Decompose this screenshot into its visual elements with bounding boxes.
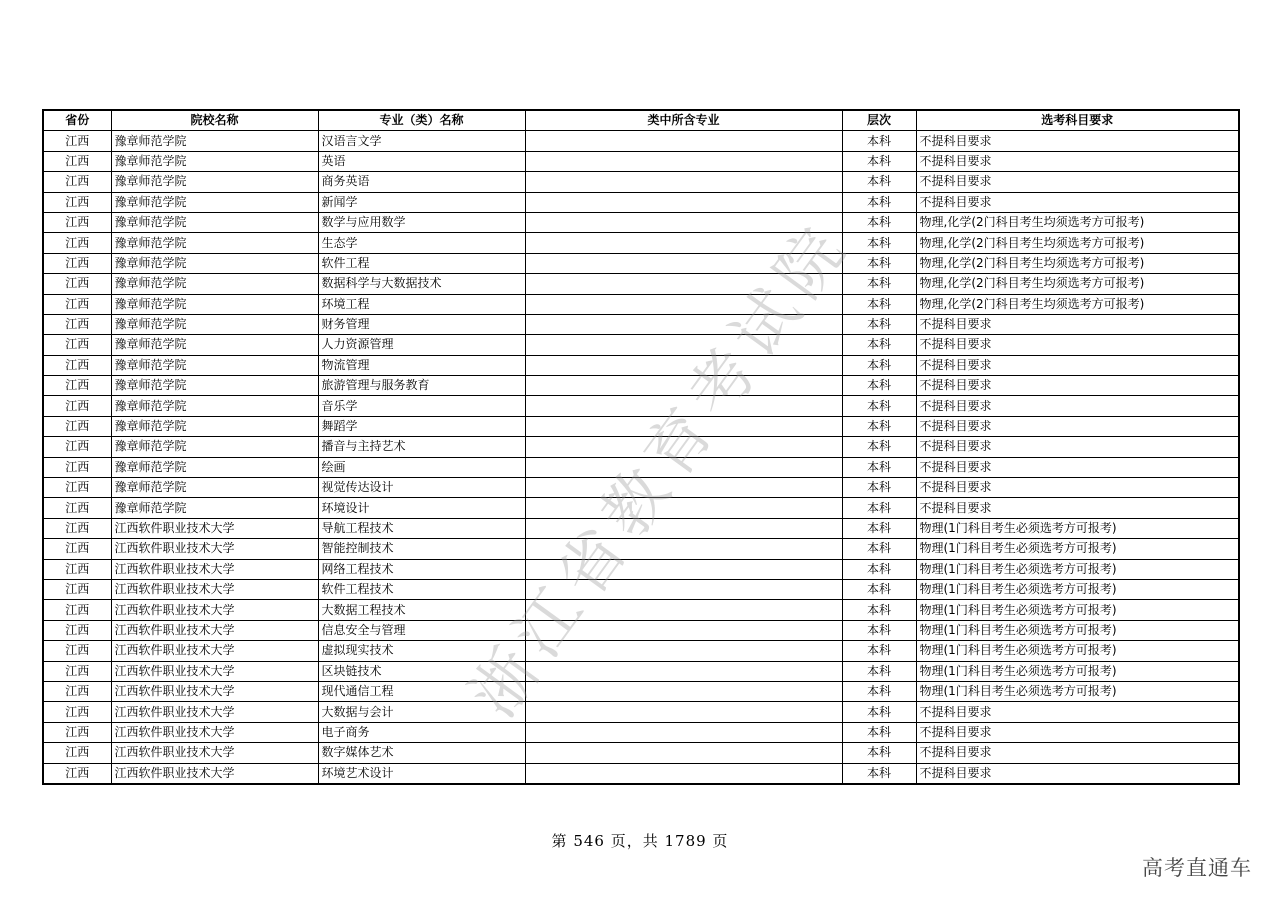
table-row: [43, 274, 1239, 294]
cell-requirement: 不提科目要求: [916, 151, 1239, 171]
cell-school: 豫章师范学院: [111, 478, 318, 498]
header-province: 省份: [43, 110, 111, 131]
cell-sub-majors: [525, 212, 842, 232]
cell-level: 本科: [842, 253, 916, 273]
cell-major: 电子商务: [318, 722, 525, 742]
cell-major: 导航工程技术: [318, 518, 525, 538]
table-row: [43, 620, 1239, 640]
table-row: [43, 131, 1239, 151]
cell-school: 江西软件职业技术大学: [111, 539, 318, 559]
cell-requirement: 物理(1门科目考生必须选考方可报考): [916, 600, 1239, 620]
cell-province: 江西: [43, 396, 111, 416]
cell-sub-majors: [525, 314, 842, 334]
cell-province: 江西: [43, 457, 111, 477]
table-row: [43, 457, 1239, 477]
cell-province: 江西: [43, 559, 111, 579]
brand-logo-text: 高考直通车: [1142, 856, 1252, 880]
cell-major: 商务英语: [318, 172, 525, 192]
cell-requirement: 物理,化学(2门科目考生均须选考方可报考): [916, 212, 1239, 232]
table-row: [43, 661, 1239, 681]
table-row: [43, 559, 1239, 579]
cell-major: 大数据工程技术: [318, 600, 525, 620]
cell-level: 本科: [842, 314, 916, 334]
cell-level: 本科: [842, 212, 916, 232]
cell-level: 本科: [842, 437, 916, 457]
table-row: [43, 600, 1239, 620]
cell-school: 豫章师范学院: [111, 212, 318, 232]
table-row: [43, 722, 1239, 742]
cell-major: 环境设计: [318, 498, 525, 518]
cell-requirement: 不提科目要求: [916, 172, 1239, 192]
cell-sub-majors: [525, 478, 842, 498]
cell-level: 本科: [842, 600, 916, 620]
cell-school: 豫章师范学院: [111, 294, 318, 314]
cell-province: 江西: [43, 579, 111, 599]
cell-level: 本科: [842, 641, 916, 661]
cell-major: 现代通信工程: [318, 681, 525, 701]
cell-requirement: 不提科目要求: [916, 722, 1239, 742]
cell-sub-majors: [525, 559, 842, 579]
cell-requirement: 物理,化学(2门科目考生均须选考方可报考): [916, 233, 1239, 253]
cell-school: 豫章师范学院: [111, 253, 318, 273]
cell-requirement: 不提科目要求: [916, 314, 1239, 334]
cell-major: 财务管理: [318, 314, 525, 334]
cell-level: 本科: [842, 172, 916, 192]
table-row: [43, 702, 1239, 722]
cell-school: 江西软件职业技术大学: [111, 518, 318, 538]
cell-province: 江西: [43, 743, 111, 763]
cell-major: 舞蹈学: [318, 416, 525, 436]
cell-school: 豫章师范学院: [111, 355, 318, 375]
cell-level: 本科: [842, 355, 916, 375]
cell-sub-majors: [525, 396, 842, 416]
cell-province: 江西: [43, 376, 111, 396]
cell-requirement: 不提科目要求: [916, 702, 1239, 722]
cell-level: 本科: [842, 518, 916, 538]
cell-level: 本科: [842, 743, 916, 763]
table-row: [43, 192, 1239, 212]
header-row: [43, 110, 1239, 131]
cell-province: 江西: [43, 620, 111, 640]
cell-major: 软件工程: [318, 253, 525, 273]
table-row: [43, 172, 1239, 192]
cell-requirement: 不提科目要求: [916, 763, 1239, 784]
header-school: 院校名称: [111, 110, 318, 131]
table-row: [43, 376, 1239, 396]
cell-major: 英语: [318, 151, 525, 171]
cell-province: 江西: [43, 416, 111, 436]
table-row: [43, 396, 1239, 416]
cell-requirement: 不提科目要求: [916, 498, 1239, 518]
cell-province: 江西: [43, 641, 111, 661]
cell-major: 虚拟现实技术: [318, 641, 525, 661]
cell-major: 信息安全与管理: [318, 620, 525, 640]
cell-school: 豫章师范学院: [111, 416, 318, 436]
cell-level: 本科: [842, 335, 916, 355]
cell-province: 江西: [43, 314, 111, 334]
cell-major: 环境工程: [318, 294, 525, 314]
cell-major: 大数据与会计: [318, 702, 525, 722]
cell-requirement: 物理(1门科目考生必须选考方可报考): [916, 620, 1239, 640]
cell-province: 江西: [43, 274, 111, 294]
cell-school: 豫章师范学院: [111, 151, 318, 171]
cell-sub-majors: [525, 498, 842, 518]
cell-major: 环境艺术设计: [318, 763, 525, 784]
cell-requirement: 物理,化学(2门科目考生均须选考方可报考): [916, 294, 1239, 314]
cell-major: 人力资源管理: [318, 335, 525, 355]
admission-requirements-table: [42, 109, 1240, 785]
cell-school: 江西软件职业技术大学: [111, 661, 318, 681]
cell-major: 音乐学: [318, 396, 525, 416]
cell-sub-majors: [525, 661, 842, 681]
cell-level: 本科: [842, 233, 916, 253]
cell-level: 本科: [842, 681, 916, 701]
cell-level: 本科: [842, 478, 916, 498]
cell-province: 江西: [43, 763, 111, 784]
cell-school: 豫章师范学院: [111, 437, 318, 457]
table-body: [43, 131, 1239, 784]
cell-school: 豫章师范学院: [111, 457, 318, 477]
cell-requirement: 物理(1门科目考生必须选考方可报考): [916, 641, 1239, 661]
table-row: [43, 478, 1239, 498]
cell-province: 江西: [43, 661, 111, 681]
cell-school: 江西软件职业技术大学: [111, 641, 318, 661]
cell-major: 数据科学与大数据技术: [318, 274, 525, 294]
cell-level: 本科: [842, 763, 916, 784]
cell-sub-majors: [525, 681, 842, 701]
cell-major: 区块链技术: [318, 661, 525, 681]
cell-school: 江西软件职业技术大学: [111, 743, 318, 763]
cell-sub-majors: [525, 743, 842, 763]
cell-sub-majors: [525, 579, 842, 599]
cell-requirement: 物理,化学(2门科目考生均须选考方可报考): [916, 274, 1239, 294]
cell-sub-majors: [525, 457, 842, 477]
cell-school: 豫章师范学院: [111, 131, 318, 151]
cell-school: 江西软件职业技术大学: [111, 620, 318, 640]
cell-province: 江西: [43, 478, 111, 498]
cell-major: 旅游管理与服务教育: [318, 376, 525, 396]
cell-requirement: 不提科目要求: [916, 335, 1239, 355]
cell-sub-majors: [525, 233, 842, 253]
cell-level: 本科: [842, 620, 916, 640]
cell-school: 豫章师范学院: [111, 314, 318, 334]
cell-province: 江西: [43, 600, 111, 620]
cell-level: 本科: [842, 151, 916, 171]
cell-requirement: 不提科目要求: [916, 457, 1239, 477]
cell-requirement: 物理(1门科目考生必须选考方可报考): [916, 539, 1239, 559]
table-row: [43, 437, 1239, 457]
cell-province: 江西: [43, 233, 111, 253]
cell-school: 豫章师范学院: [111, 376, 318, 396]
cell-requirement: 物理(1门科目考生必须选考方可报考): [916, 661, 1239, 681]
cell-major: 汉语言文学: [318, 131, 525, 151]
cell-major: 数字媒体艺术: [318, 743, 525, 763]
cell-level: 本科: [842, 376, 916, 396]
cell-sub-majors: [525, 702, 842, 722]
cell-requirement: 物理(1门科目考生必须选考方可报考): [916, 518, 1239, 538]
watermark-text: 浙江省教育考试院: [456, 208, 865, 731]
cell-school: 江西软件职业技术大学: [111, 763, 318, 784]
cell-school: 豫章师范学院: [111, 274, 318, 294]
cell-province: 江西: [43, 702, 111, 722]
table-row: [43, 518, 1239, 538]
cell-major: 新闻学: [318, 192, 525, 212]
cell-major: 播音与主持艺术: [318, 437, 525, 457]
cell-level: 本科: [842, 539, 916, 559]
cell-sub-majors: [525, 192, 842, 212]
cell-sub-majors: [525, 641, 842, 661]
table-header: [43, 110, 1239, 131]
cell-province: 江西: [43, 192, 111, 212]
cell-level: 本科: [842, 396, 916, 416]
cell-school: 豫章师范学院: [111, 192, 318, 212]
cell-school: 江西软件职业技术大学: [111, 559, 318, 579]
cell-school: 江西软件职业技术大学: [111, 702, 318, 722]
cell-level: 本科: [842, 192, 916, 212]
cell-sub-majors: [525, 274, 842, 294]
cell-sub-majors: [525, 131, 842, 151]
table-row: [43, 681, 1239, 701]
cell-level: 本科: [842, 559, 916, 579]
cell-sub-majors: [525, 335, 842, 355]
cell-province: 江西: [43, 722, 111, 742]
cell-sub-majors: [525, 294, 842, 314]
cell-province: 江西: [43, 253, 111, 273]
cell-school: 江西软件职业技术大学: [111, 681, 318, 701]
cell-sub-majors: [525, 620, 842, 640]
cell-level: 本科: [842, 131, 916, 151]
cell-province: 江西: [43, 151, 111, 171]
cell-requirement: 不提科目要求: [916, 416, 1239, 436]
cell-school: 江西软件职业技术大学: [111, 600, 318, 620]
cell-requirement: 不提科目要求: [916, 478, 1239, 498]
cell-school: 豫章师范学院: [111, 335, 318, 355]
cell-province: 江西: [43, 172, 111, 192]
cell-requirement: 物理(1门科目考生必须选考方可报考): [916, 681, 1239, 701]
table-row: [43, 743, 1239, 763]
cell-school: 江西软件职业技术大学: [111, 579, 318, 599]
cell-requirement: 物理,化学(2门科目考生均须选考方可报考): [916, 253, 1239, 273]
cell-school: 豫章师范学院: [111, 498, 318, 518]
header-level: 层次: [842, 110, 916, 131]
header-major: 专业（类）名称: [318, 110, 525, 131]
cell-province: 江西: [43, 498, 111, 518]
cell-level: 本科: [842, 457, 916, 477]
cell-province: 江西: [43, 212, 111, 232]
cell-requirement: 不提科目要求: [916, 376, 1239, 396]
table-row: [43, 579, 1239, 599]
table-row: [43, 151, 1239, 171]
cell-major: 视觉传达设计: [318, 478, 525, 498]
table-row: [43, 294, 1239, 314]
cell-sub-majors: [525, 763, 842, 784]
table-row: [43, 763, 1239, 784]
cell-province: 江西: [43, 355, 111, 375]
cell-school: 江西软件职业技术大学: [111, 722, 318, 742]
header-sub-majors: 类中所含专业: [525, 110, 842, 131]
cell-province: 江西: [43, 131, 111, 151]
cell-major: 数学与应用数学: [318, 212, 525, 232]
cell-school: 豫章师范学院: [111, 172, 318, 192]
cell-major: 智能控制技术: [318, 539, 525, 559]
cell-requirement: 不提科目要求: [916, 437, 1239, 457]
cell-requirement: 物理(1门科目考生必须选考方可报考): [916, 559, 1239, 579]
table-row: [43, 498, 1239, 518]
table-row: [43, 253, 1239, 273]
cell-level: 本科: [842, 702, 916, 722]
cell-level: 本科: [842, 274, 916, 294]
cell-sub-majors: [525, 518, 842, 538]
cell-major: 网络工程技术: [318, 559, 525, 579]
table-row: [43, 416, 1239, 436]
cell-requirement: 不提科目要求: [916, 131, 1239, 151]
cell-level: 本科: [842, 579, 916, 599]
cell-sub-majors: [525, 539, 842, 559]
table-row: [43, 539, 1239, 559]
cell-school: 豫章师范学院: [111, 233, 318, 253]
cell-sub-majors: [525, 722, 842, 742]
cell-level: 本科: [842, 722, 916, 742]
cell-sub-majors: [525, 376, 842, 396]
cell-major: 生态学: [318, 233, 525, 253]
cell-requirement: 物理(1门科目考生必须选考方可报考): [916, 579, 1239, 599]
table-row: [43, 212, 1239, 232]
table-row: [43, 335, 1239, 355]
cell-province: 江西: [43, 294, 111, 314]
table-row: [43, 233, 1239, 253]
cell-requirement: 不提科目要求: [916, 192, 1239, 212]
cell-sub-majors: [525, 253, 842, 273]
cell-sub-majors: [525, 172, 842, 192]
cell-level: 本科: [842, 294, 916, 314]
cell-sub-majors: [525, 437, 842, 457]
cell-requirement: 不提科目要求: [916, 743, 1239, 763]
cell-major: 绘画: [318, 457, 525, 477]
cell-level: 本科: [842, 498, 916, 518]
cell-major: 物流管理: [318, 355, 525, 375]
table-row: [43, 641, 1239, 661]
table-row: [43, 355, 1239, 375]
cell-requirement: 不提科目要求: [916, 355, 1239, 375]
table-row: [43, 314, 1239, 334]
cell-major: 软件工程技术: [318, 579, 525, 599]
cell-province: 江西: [43, 335, 111, 355]
cell-province: 江西: [43, 539, 111, 559]
cell-sub-majors: [525, 355, 842, 375]
cell-school: 豫章师范学院: [111, 396, 318, 416]
cell-requirement: 不提科目要求: [916, 396, 1239, 416]
cell-sub-majors: [525, 151, 842, 171]
cell-sub-majors: [525, 600, 842, 620]
page-number: 第 546 页，共 1789 页: [551, 832, 729, 850]
admission-table-container: [42, 109, 1238, 785]
cell-province: 江西: [43, 681, 111, 701]
header-requirement: 选考科目要求: [916, 110, 1239, 131]
cell-level: 本科: [842, 416, 916, 436]
cell-level: 本科: [842, 661, 916, 681]
cell-province: 江西: [43, 437, 111, 457]
cell-sub-majors: [525, 416, 842, 436]
cell-province: 江西: [43, 518, 111, 538]
